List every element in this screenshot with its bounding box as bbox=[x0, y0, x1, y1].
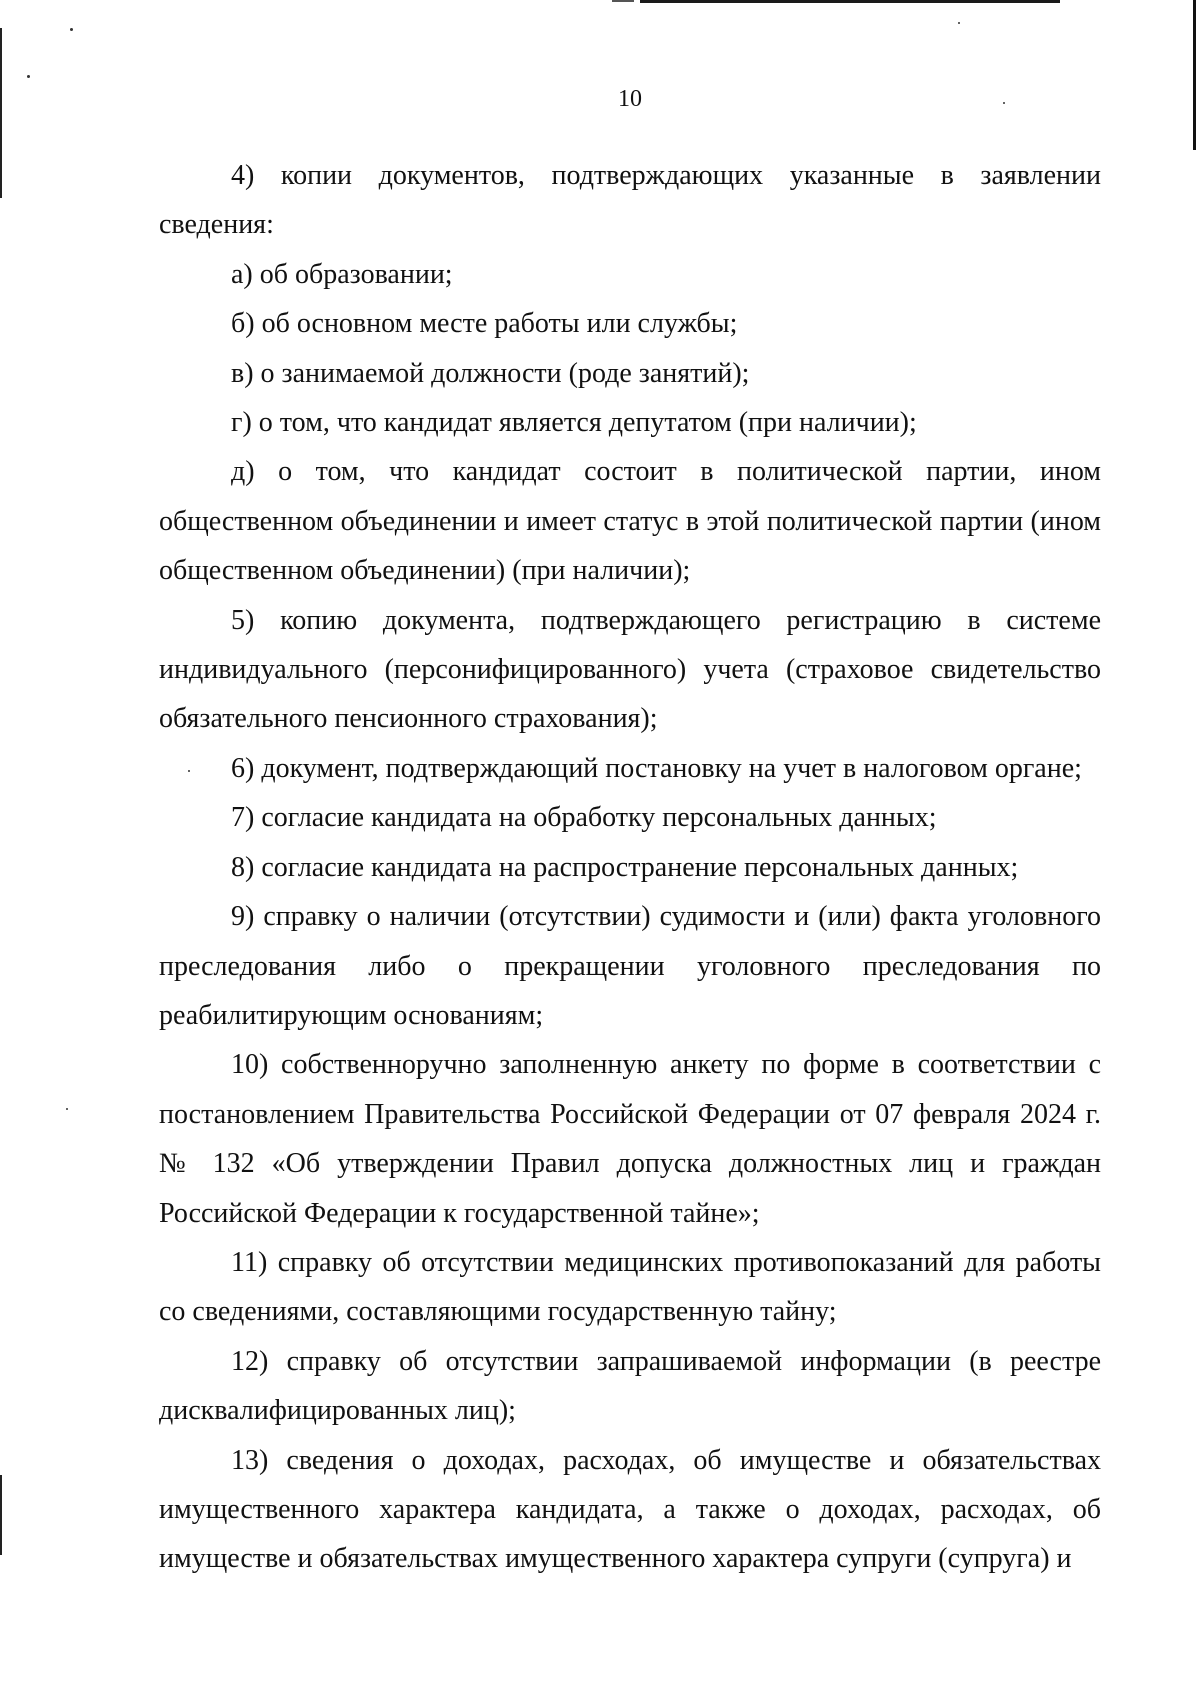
list-item: г) о том, что кандидат является депутатом (при наличии); bbox=[231, 407, 917, 439]
document-body bbox=[159, 151, 1101, 1584]
scan-speck bbox=[70, 28, 73, 31]
scan-speck bbox=[27, 75, 30, 78]
list-item: б) об основном месте работы или службы; bbox=[231, 308, 738, 340]
list-item: 6) документ, подтверждающий постановку на учет в налоговом органе; bbox=[231, 752, 1082, 784]
paragraph: 13) сведения о доходах, расходах, об имуществе и обязательствах имущественного характера кандидата, а также о доходах, расходах, об имуществе и обязательствах имущественного характера супруги (супруга) и bbox=[159, 1444, 1101, 1575]
page-number: 10 bbox=[618, 86, 642, 112]
paragraph: 10) собственноручно заполненную анкету по форме в соответствии с постановлением Правительства Российской Федерации от 07 февраля 2024 г. № 132 «Об утверждении Правил допуска должностных лиц и граждан Российской Федерации к государственной тайне»; bbox=[159, 1049, 1101, 1229]
scan-speck bbox=[66, 1108, 68, 1110]
paragraph: 11) справку об отсутствии медицинских противопоказаний для работы со сведениями, составляющими государственную тайну; bbox=[159, 1246, 1101, 1328]
list-item: в) о занимаемой должности (роде занятий); bbox=[231, 357, 750, 389]
paragraph: д) о том, что кандидат состоит в политической партии, ином общественном объединении и имеет статус в этой политической партии (ином общественном объединении) (при наличии); bbox=[159, 456, 1101, 587]
paragraph: 4) копии документов, подтверждающих указанные в заявлении сведения: bbox=[159, 160, 1101, 241]
scan-artifact bbox=[1193, 0, 1196, 150]
list-item: 8) согласие кандидата на распространение персональных данных; bbox=[231, 851, 1019, 883]
paragraph: 5) копию документа, подтверждающего регистрацию в системе индивидуального (персонифицированного) учета (страховое свидетельство обязательного пенсионного страхования); bbox=[159, 604, 1101, 735]
scan-speck bbox=[958, 22, 960, 24]
scan-artifact bbox=[0, 1475, 2, 1555]
paragraph: 12) справку об отсутствии запрашиваемой информации (в реестре дисквалифицированных лиц); bbox=[159, 1345, 1101, 1427]
scan-artifact bbox=[640, 0, 1060, 3]
list-item: 7) согласие кандидата на обработку персональных данных; bbox=[231, 802, 937, 834]
list-item: а) об образовании; bbox=[231, 258, 453, 290]
scan-artifact bbox=[612, 0, 634, 2]
paragraph: 9) справку о наличии (отсутствии) судимости и (или) факта уголовного преследования либо о прекращении уголовного преследования по реабилитирующим основаниям; bbox=[159, 901, 1101, 1031]
